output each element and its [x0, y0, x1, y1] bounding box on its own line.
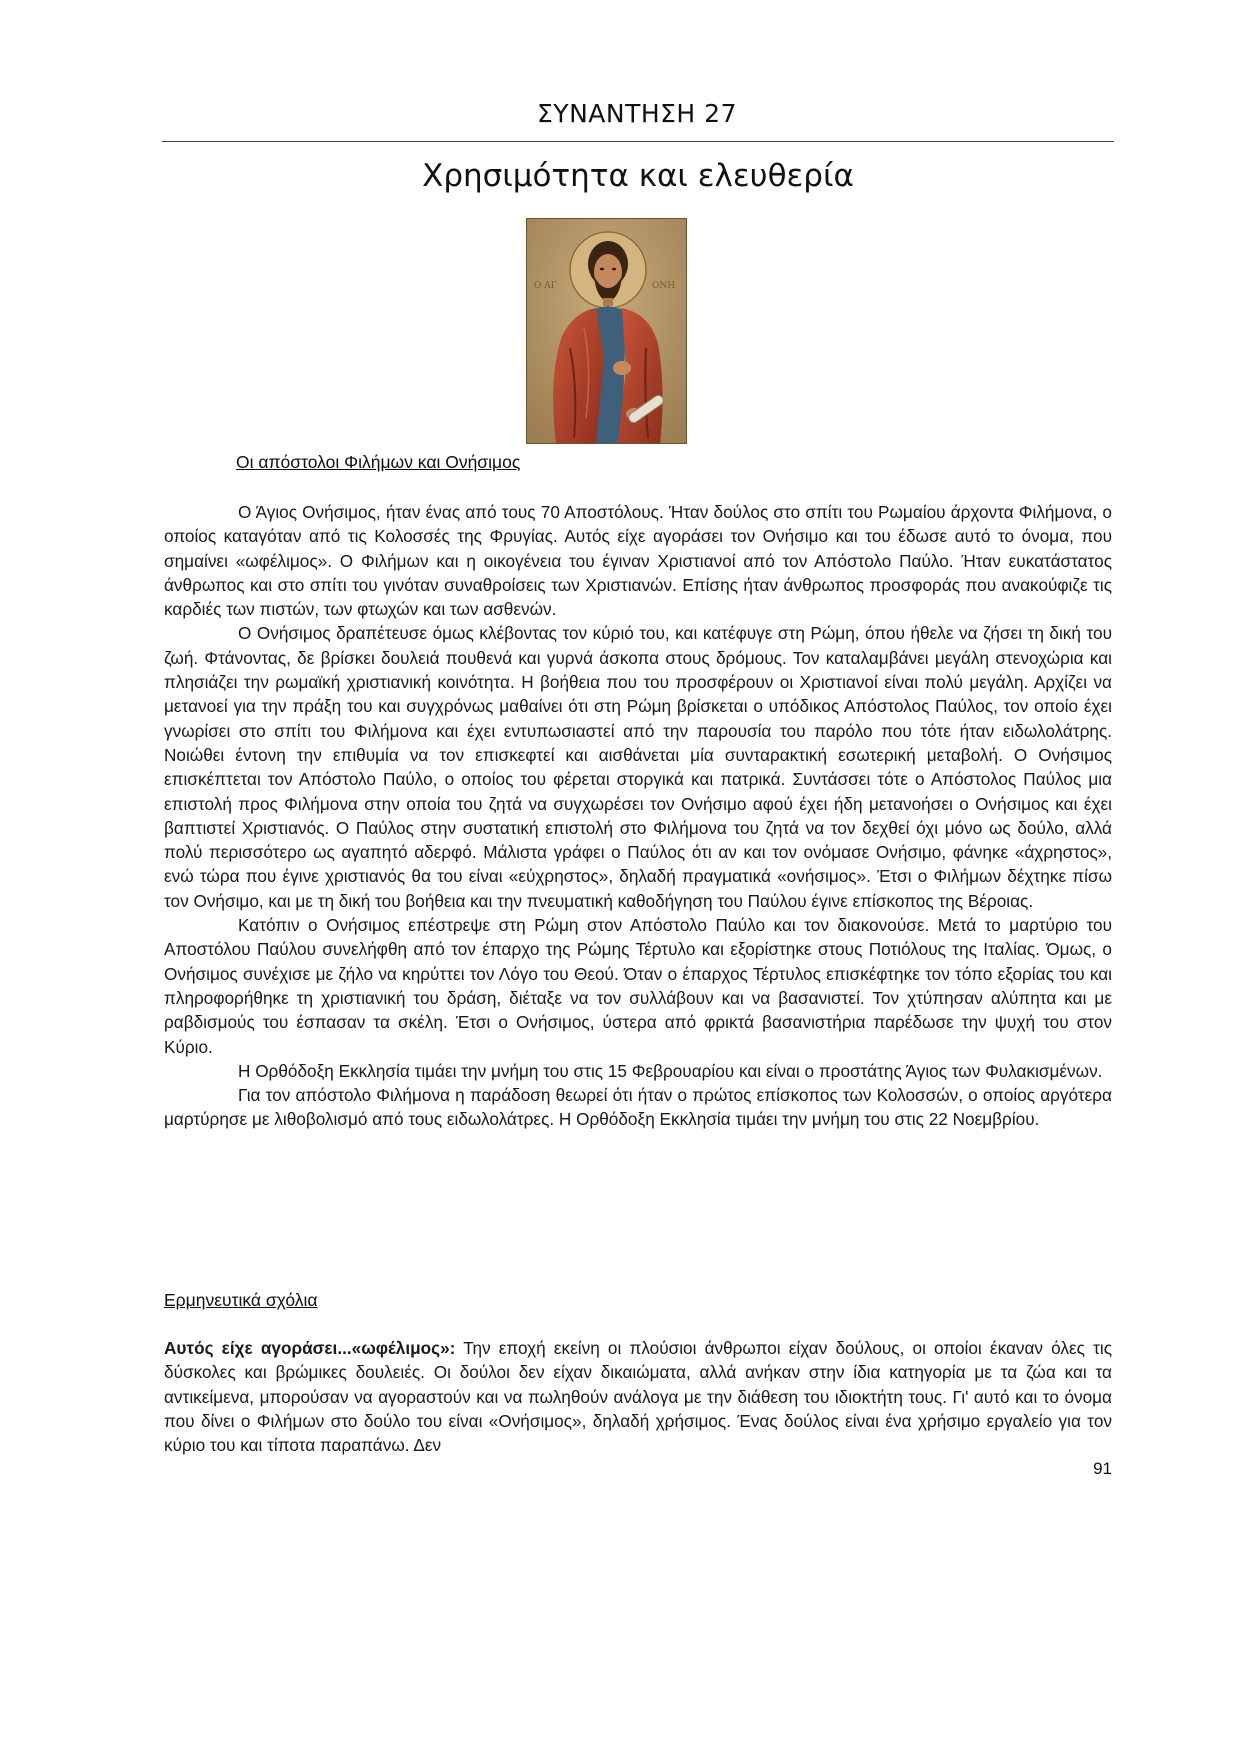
commentary-heading: Ερμηνευτικά σχόλια — [164, 1290, 318, 1310]
svg-text:ΟΝΗ: ΟΝΗ — [652, 281, 676, 291]
body-text — [164, 500, 1112, 1132]
commentary-body: Την εποχή εκείνη οι πλούσιοι άνθρωποι είχαν δούλους, οι οποίοι έκαναν όλες τις δύσκολες και βρώμικες δουλειές. Οι δούλοι δεν είχαν δικαιώματα, αλλά ανήκαν στην ίδια κατηγορία με τα ζώα και τα αντικείμενα, μπορούσαν να αγοραστούν και να πωληθούν ανάλογα με την διάθεση του ιδιοκτήτη τους. Γι' αυτό και το όνομα που δίνει ο Φιλήμων στο δούλο του είναι «Ονήσιμος», δηλαδή χρήσιμος. Ένας δούλος είναι ένα χρήσιμο εργαλείο για τον κύριο του και τίποτα παραπάνω. Δεν — [164, 1338, 1112, 1456]
paragraph: Ο Άγιος Ονήσιμος, ήταν ένας από τους 70 Αποστόλους. Ήταν δούλος στο σπίτι του Ρωμαίου άρχοντα Φιλήμονα, ο οποίος καταγόταν από τις Κολοσσές της Φρυγίας. Αυτός είχε αγοράσει τον Ονήσιμο και του έδωσε αυτό το όνομα, που σημαίνει «ωφέλιμος». Ο Φιλήμων και η οικογένεια του έγιναν Χριστιανοί από τον Απόστολο Παύλο. Ήταν ευκατάστατος άνθρωπος και στο σπίτι του γινόταν συναθροίσεις των Χριστιανών. Επίσης ήταν άνθρωπος προσφοράς που ανακούφιζε τις καρδιές των πιστών, των φτωχών και των ασθενών. — [164, 502, 1112, 620]
page-number: 91 — [1093, 1459, 1112, 1478]
section-heading: Οι απόστολοι Φιλήμων και Ονήσιμος — [236, 452, 521, 472]
commentary-term: Αυτός είχε αγοράσει...«ωφέλιμος»: — [164, 1338, 456, 1358]
svg-text:Ο ΑΓ: Ο ΑΓ — [534, 281, 557, 291]
paragraph: Η Ορθόδοξη Εκκλησία τιμάει την μνήμη του στις 15 Φεβρουαρίου και είναι ο προστάτης Άγιος των Φυλακισμένων. — [238, 1060, 1103, 1081]
paragraph: Για τον απόστολο Φιλήμονα η παράδοση θεωρεί ότι ήταν ο πρώτος επίσκοπος των Κολοσσών, ο οποίος αργότερα μαρτύρησε με λιθοβολισμό από τους ειδωλολάτρες. Η Ορθόδοξη Εκκλησία τιμάει την μνήμη του στις 22 Νοεμβρίου. — [164, 1085, 1112, 1130]
icon-painting — [526, 218, 687, 444]
header-divider — [162, 141, 1114, 142]
commentary-paragraph — [164, 1336, 1112, 1457]
page-title: Χρησιμότητα και ελευθερία — [422, 158, 854, 194]
commentary-text — [164, 1336, 1112, 1457]
meeting-label: ΣΥΝΑΝΤΗΣΗ 27 — [537, 99, 737, 128]
paragraph: Ο Ονήσιμος δραπέτευσε όμως κλέβοντας τον κύριό του, και κατέφυγε στη Ρώμη, όπου ήθελε να ζήσει τη δική του ζωή. Φτάνοντας, δε βρίσκει δουλειά πουθενά και γυρνά άσκοπα στους δρόμους. Τον καταλαμβάνει μεγάλη στενοχώρια και πλησιάζει την ρωμαϊκή χριστιανική κοινότητα. Η βοήθεια που του προσφέρουν οι Χριστιανοί είναι πολύ μεγάλη. Αρχίζει να μετανοεί για την πράξη του και συγχρόνως μαθαίνει ότι στη Ρώμη βρίσκεται ο υπόδικος Απόστολος Παύλος, τον οποίο έχει γνωρίσει στο σπίτι του Φιλήμονα και έχει εντυπωσιαστεί από την παρουσία του παρόλο που τότε ήταν ειδωλολάτρης. Νοιώθει έντονη την επιθυμία να τον επισκεφτεί και αισθάνεται μία συνταρακτική εσωτερική μεταβολή. Ο Ονήσιμος επισκέπτεται τον Απόστολο Παύλο, ο οποίος του φέρεται στοργικά και πατρικά. Συντάσσει τότε ο Απόστολος Παύλος μια επιστολή προς Φιλήμονα στην οποία του ζητά να συγχωρέσει τον Ονήσιμο αφού έχει ήδη μετανοήσει ο Ονήσιμος και έχει βαπτιστεί Χριστιανός. Ο Παύλος στην συστατική επιστολή στο Φιλήμονα του ζητά να τον δεχθεί όχι μόνο ως δούλο, αλλά πολύ περισσότερο ως αγαπητό αδερφό. Μάλιστα γράφει ο Παύλος ότι αν και τον ονόμασε Ονήσιμο, φάνηκε «άχρηστος», ενώ τώρα που έγινε χριστιανός θα του είναι «εύχρηστος», δηλαδή πραγματικά «ονήσιμος». Έτσι ο Φιλήμων δέχτηκε πίσω τον Ονήσιμο, και με τη δική του βοήθεια και την πνευματική καθοδήγηση του Παύλου έγινε επίσκοπος της Βέροιας. — [164, 623, 1112, 911]
paragraph: Κατόπιν ο Ονήσιμος επέστρεψε στη Ρώμη στον Απόστολο Παύλο και τον διακονούσε. Μετά το μαρτύριο του Αποστόλου Παύλου συνελήφθη από τον έπαρχο της Ρώμης Τέρτυλο και εξορίστηκε στους Ποτιόλους της Ιταλίας. Όμως, ο Ονήσιμος συνέχισε με ζήλο να κηρύττει τον Λόγο του Θεού. Όταν ο έπαρχος Τέρτυλος επισκέφτηκε τον τόπο εξορίας του και πληροφορήθηκε τη χριστιανική του δράση, διέταξε να τον συλλάβουν και να βασανιστεί. Τον χτύπησαν αλύπητα και με ραβδισμούς του έσπασαν τα σκέλη. Έτσι ο Ονήσιμος, ύστερα από φρικτά βασανιστήρια παρέδωσε την ψυχή του στον Κύριο. — [164, 915, 1112, 1057]
saint-onesimus-icon — [526, 218, 687, 444]
